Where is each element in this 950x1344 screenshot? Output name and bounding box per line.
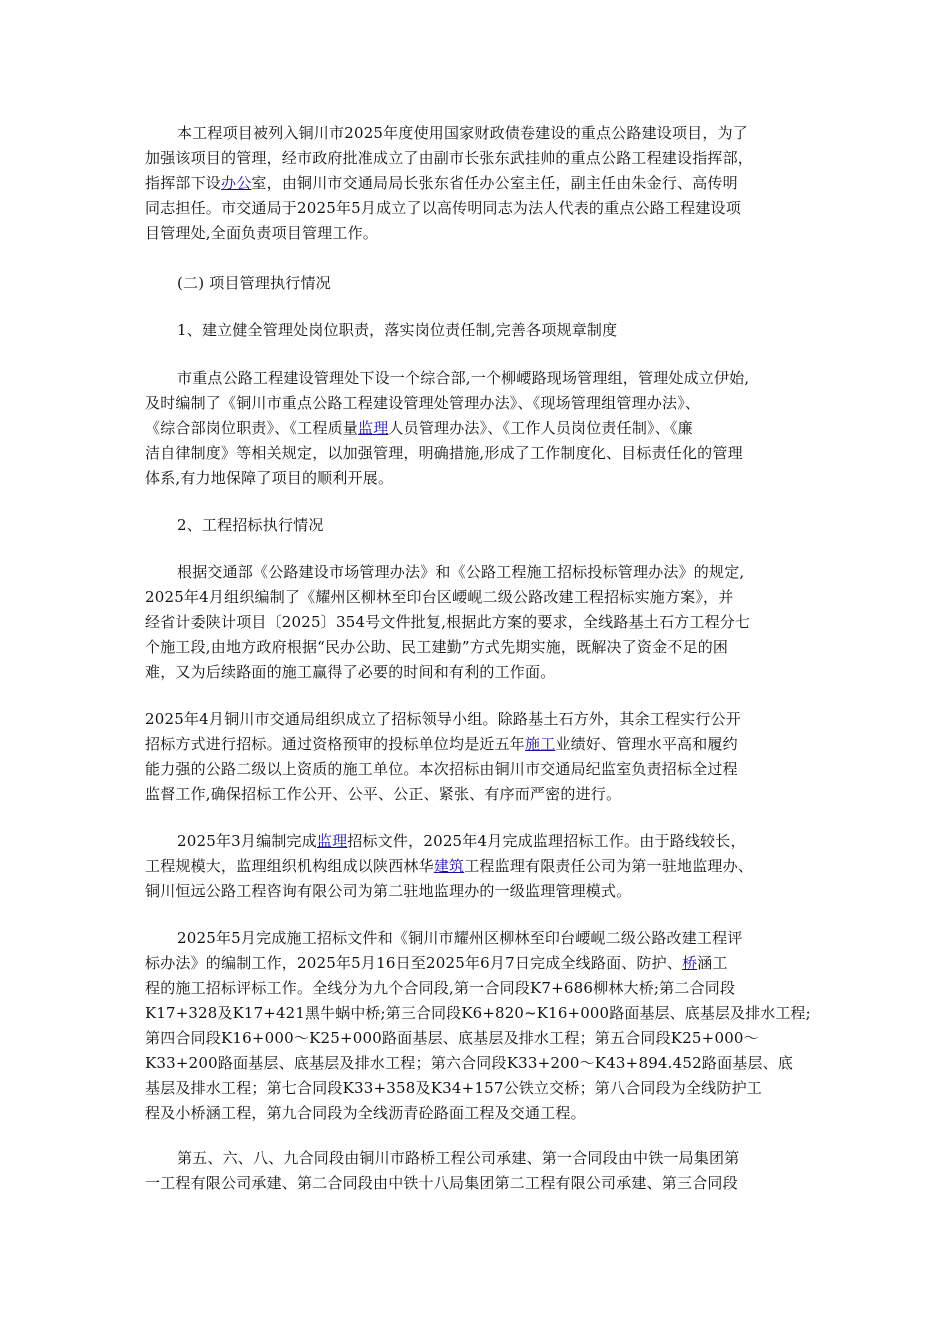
text-line [145,171,811,196]
text-segment: 指挥部下设 [145,174,222,192]
section-heading-management [145,271,811,296]
paragraph-bidding-regulations [145,560,811,685]
text-segment: 招标方式进行招标。通过资格预审的投标单位均是近五年 [145,735,526,753]
text-line: 第五、六、八、九合同段由铜川市路桥工程公司承建、第一合同段由中铁一局集团第 [177,1149,740,1167]
text-segment: 工程监理有限责任公司为第一驻地监理办、 [464,857,754,875]
paragraph-management-structure [145,366,811,491]
text-line: 2025年4月铜川市交通局组织成立了招标领导小组。除路基土石方外，其余工程实行公开 [145,710,741,728]
text-segment: 室，由铜川市交通局局长张东省任办公室主任，副主任由朱金行、高传明 [251,174,738,192]
text-line: 第四合同段K16+000～K25+000路面基层、底基层及排水工程；第五合同段K25+000～ [145,1029,759,1047]
text-line: 个施工段,由地方政府根据“民办公助、民工建勤”方式先期实施，既解决了资金不足的困 [145,638,729,656]
link-building[interactable]: 建筑 [433,857,465,875]
text-line: K33+200路面基层、底基层及排水工程；第六合同段K33+200～K43+894.452路面基层、底 [145,1054,794,1072]
text-line: 难，又为后续路面的施工赢得了必要的时间和有利的工作面。 [145,663,556,681]
text-segment: 招标文件，2025年4月完成监理招标工作。由于路线较长， [347,832,746,850]
paragraph-supervision-bidding [145,829,811,904]
text-line: 市重点公路工程建设管理处下设一个综合部,一个柳崾路现场管理组，管理处成立伊始, [177,369,750,387]
text-line: 及时编制了《铜川市重点公路工程建设管理处管理办法》、《现场管理组管理办法》、 [145,394,701,412]
text-line: 本工程项目被列入铜川市2025年度使用国家财政债卷建设的重点公路建设项目，为了 [177,124,748,142]
link-supervision[interactable]: 监理 [358,419,389,437]
text-line [145,829,811,854]
subsection-heading-bidding [145,513,811,538]
text-line: 同志担任。市交通局于2025年5月成立了以高传明同志为法人代表的重点公路工程建设项 [145,199,741,217]
text-line: 一工程有限公司承建、第二合同段由中铁十八局集团第二工程有限公司承建、第三合同段 [145,1174,738,1192]
heading-text: 2、工程招标执行情况 [177,516,324,534]
text-segment: 业绩好、管理水平高和履约 [555,735,738,753]
text-segment: 工程规模大，监理组织机构组成以陕西林华 [145,857,434,875]
text-line: 铜川恒远公路工程咨询有限公司为第二驻地监理办的一级监理管理模式。 [145,882,632,900]
paragraph-contract-sections [145,926,811,1126]
text-line: K17+328及K17+421黑牛蜗中桥;第三合同段K6+820~K16+000路面基层、底基层及排水工程; [145,1004,811,1022]
text-line: 基层及排水工程；第七合同段K33+358及K34+157公铁立交桥；第八合同段为全线防护工 [145,1079,762,1097]
text-line: 目管理处,全面负责项目管理工作。 [145,224,378,242]
text-line: 监督工作,确保招标工作公开、公平、公正、紧张、有序而严密的进行。 [145,785,622,803]
text-line: 经省计委陕计项目〔2025〕354号文件批复,根据此方案的要求，全线路基土石方工程分七 [145,613,751,631]
text-line: 程及小桥涵工程，第九合同段为全线沥青砼路面工程及交通工程。 [145,1104,586,1122]
text-line: 加强该项目的管理，经市政府批准成立了由副市长张东武挂帅的重点公路工程建设指挥部， [145,149,754,167]
text-segment: 《综合部岗位职责》、《工程质量 [145,419,359,437]
text-line [145,416,811,441]
paragraph-project-overview [145,121,811,246]
text-line: 能力强的公路二级以上资质的施工单位。本次招标由铜川市交通局纪监室负责招标全过程 [145,760,738,778]
text-segment: 涵工 [697,954,728,972]
text-segment: 标办法》的编制工作，2025年5月16日至2025年6月7日完成全线路面、防护、 [145,954,683,972]
text-line: 根据交通部《公路建设市场管理办法》和《公路工程施工招标投标管理办法》的规定, [177,563,745,581]
paragraph-bidding-group [145,707,811,807]
paragraph-contractors [145,1146,811,1196]
text-line: 洁自律制度》等相关规定，以加强管理，明确措施,形成了工作制度化、目标责任化的管理 [145,444,743,462]
text-line: 2025年4月组织编制了《耀州区柳林至印台区崾岘二级公路改建工程招标实施方案》，并 [145,588,734,606]
link-construction[interactable]: 施工 [525,735,556,753]
heading-text: (二) 项目管理执行情况 [177,274,331,292]
link-office[interactable]: 办公 [221,174,252,192]
text-line [145,854,811,879]
link-supervision[interactable]: 监理 [316,832,348,850]
subsection-heading-responsibility [145,318,811,343]
text-segment: 人员管理办法》、《工作人员岗位责任制》、《廉 [388,419,693,437]
text-line [145,732,811,757]
text-line [145,951,811,976]
text-segment: 2025年3月编制完成 [177,832,317,850]
heading-text: 1、建立健全管理处岗位职责，落实岗位责任制,完善各项规章制度 [177,321,618,339]
text-line: 体系,有力地保障了项目的顺利开展。 [145,469,394,487]
text-line: 程的施工招标评标工作。全线分为九个合同段,第一合同段K7+686柳林大桥;第二合同段 [145,979,736,997]
text-line: 2025年5月完成施工招标文件和《铜川市耀州区柳林至印台崾岘二级公路改建工程评 [177,929,743,947]
link-bridge[interactable]: 桥 [682,954,698,972]
